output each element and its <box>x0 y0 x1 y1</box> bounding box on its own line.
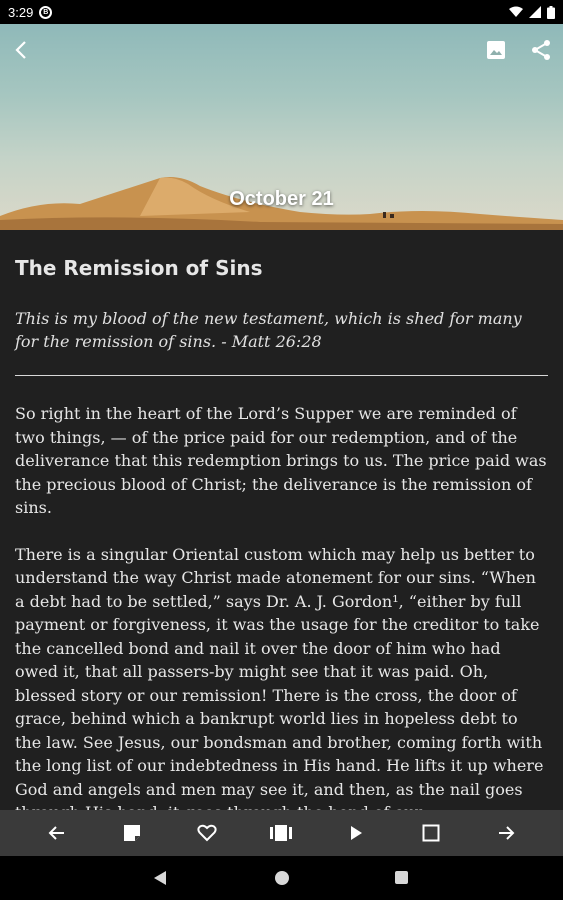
battery-icon <box>547 6 555 19</box>
notes-button[interactable] <box>114 815 150 851</box>
prev-arrow-icon <box>48 824 66 842</box>
system-navigation-bar <box>0 856 563 900</box>
devotion-date: October 21 <box>229 188 334 210</box>
status-bar <box>0 0 563 24</box>
devotion-content[interactable] <box>0 230 563 810</box>
share-icon[interactable] <box>529 38 553 62</box>
note-icon <box>123 824 141 842</box>
play-icon <box>349 825 363 841</box>
scripture-verse: This is my blood of the new testament, which is shed for many for the remission of sins. - Matt 26:28 <box>15 309 522 351</box>
back-arrow-icon[interactable] <box>10 38 34 62</box>
select-button[interactable] <box>413 815 449 851</box>
cell-signal-icon <box>529 6 541 18</box>
nav-back-icon[interactable] <box>153 870 167 886</box>
devotion-paragraph: So right in the heart of the Lord’s Supper we are reminded of two things, — of the price paid for our redemption, and of the deliverance that this redemption brings to us. The price paid was the precious blood of Christ; the deliverance is the remission of sins. <box>15 404 547 517</box>
next-arrow-icon <box>497 824 515 842</box>
hero-banner <box>0 24 563 230</box>
bottom-toolbar <box>0 810 563 856</box>
calendar-button[interactable] <box>263 815 299 851</box>
image-icon[interactable] <box>484 38 508 62</box>
app-notification-icon: B <box>39 6 52 19</box>
play-audio-button[interactable] <box>338 815 374 851</box>
favorite-button[interactable] <box>189 815 225 851</box>
next-day-button[interactable] <box>488 815 524 851</box>
prev-day-button[interactable] <box>39 815 75 851</box>
nav-home-icon[interactable] <box>275 871 289 885</box>
square-icon <box>422 824 440 842</box>
calendar-icon <box>270 824 292 842</box>
status-time: 3:29 <box>8 4 34 20</box>
wifi-icon <box>509 6 523 18</box>
devotion-title: The Remission of Sins <box>15 256 263 280</box>
heart-icon <box>197 824 217 842</box>
status-indicators <box>509 6 555 19</box>
divider <box>15 375 548 376</box>
nav-recents-icon[interactable] <box>395 871 408 884</box>
devotion-paragraph: There is a singular Oriental custom which may help us better to understand the way Christ made atonement for our sins. “When a debt had to be settled,” says Dr. A. J. Gordon¹, “either by full payment or forgiveness, it was the usage for the creditor to take the cancelled bond and nail it over the door of him who had owed it, that all passers-by might see that it was paid. Oh, blessed story or our remission! There is the cross, the door of grace, behind which a bankrupt world lies in hopeless debt to the law. See Jesus, our bondsman and brother, coming forth with the long list of our indebtedness in His hand. He lifts it up where God and angels and men may see it, and then, as the nail goes <box>15 544 544 799</box>
